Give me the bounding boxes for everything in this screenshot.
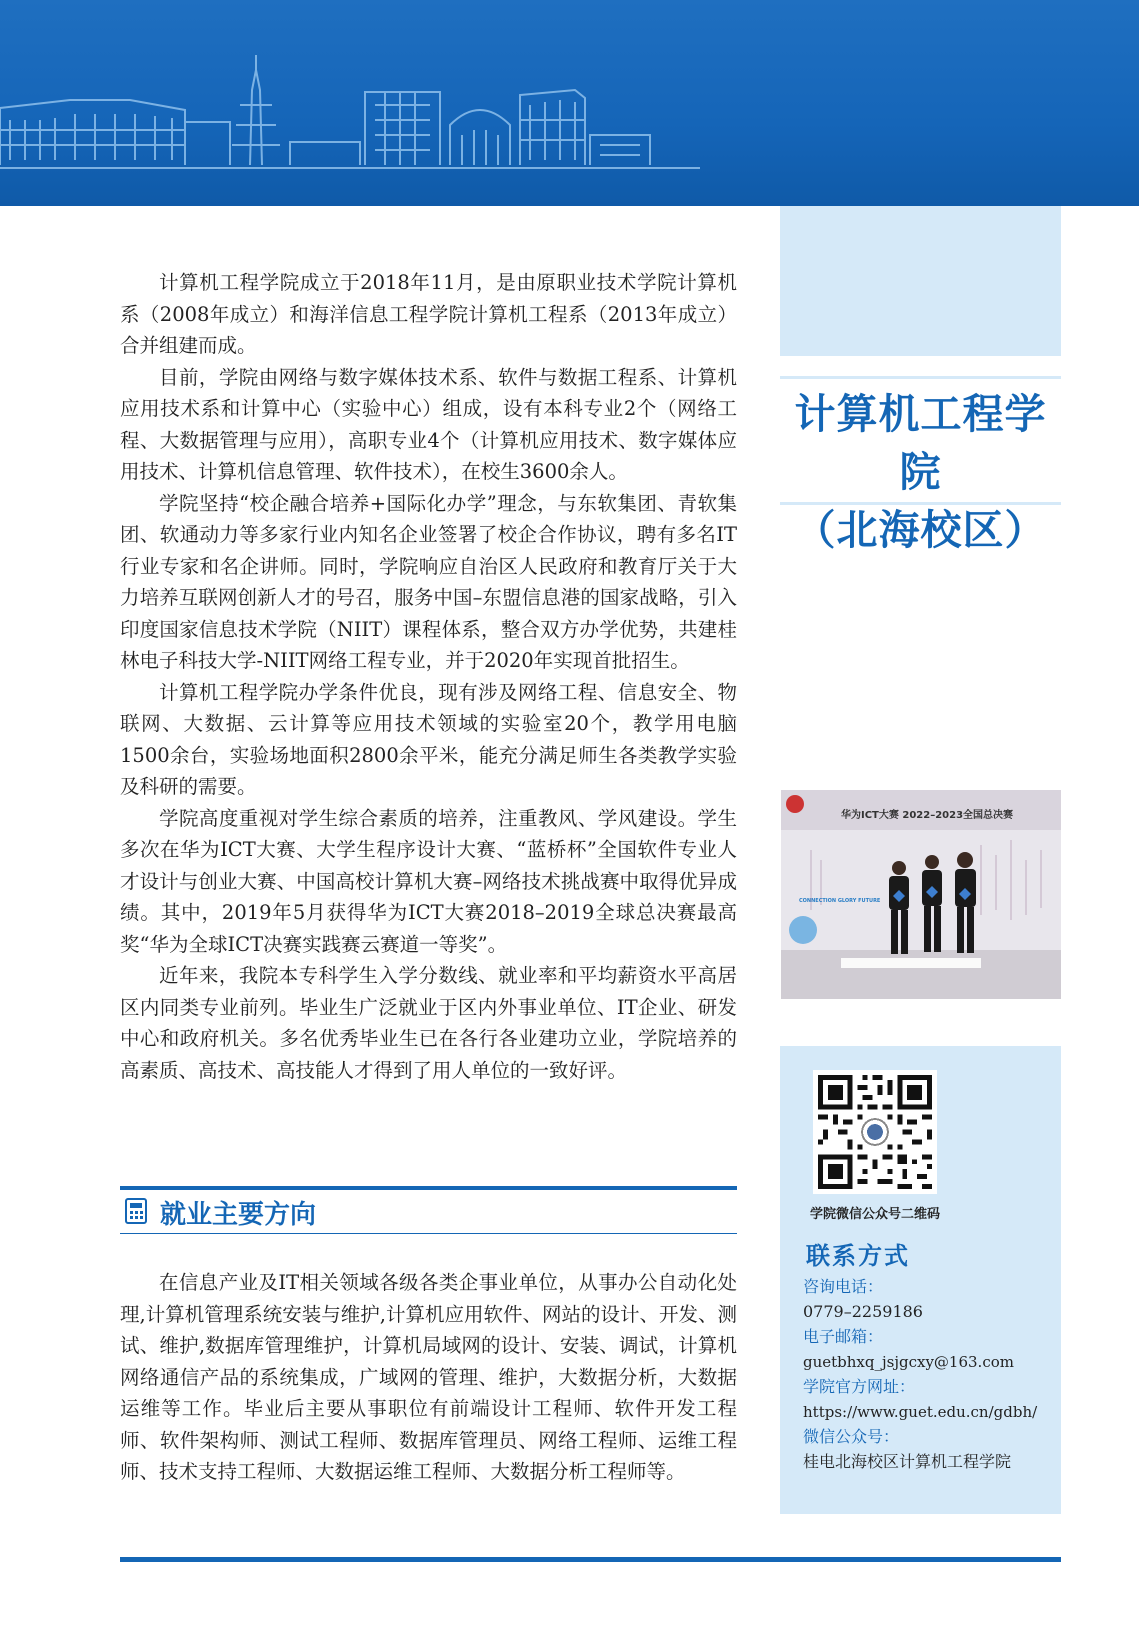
- website-link[interactable]: https://www.guet.edu.cn/gdbh/: [803, 1403, 1038, 1421]
- employment-heading: 就业主要方向: [160, 1200, 317, 1230]
- email-value[interactable]: guetbhxq_jsjgcxy@163.com: [803, 1353, 1014, 1371]
- phone-value: 0779–2259186: [803, 1302, 923, 1321]
- heading-rule-top: [120, 1186, 737, 1190]
- qr-caption: 学院微信公众号二维码: [809, 1207, 940, 1222]
- employment-section-heading: [120, 1186, 737, 1234]
- college-title: [780, 385, 1061, 559]
- employment-paragraph: 在信息产业及IT相关领域各级各类企事业单位，从事办公自动化处理,计算机管理系统安装与维护,计算机应用软件、网站的设计、开发、测试、维护,数据库管理维护，计算机局域网的设计、安装、调试，计算机网络通信产品的系统集成，广域网的管理、维护，大数据分析，大数据运维等工作。毕业后主要从事职位有前端设计工程师、软件开发工程师、软件架构师、测试工程师、数据库管理员、网络工程师、运维工程师、技术支持工程师、大数据运维工程师、大数据分析工程师等。: [120, 1271, 737, 1483]
- college-title-line2: （北海校区）: [794, 506, 1047, 554]
- wechat-qr-code: [813, 1070, 937, 1194]
- footer-rule: [120, 1557, 1061, 1562]
- title-divider-bottom: [780, 502, 1061, 505]
- photo-banner-text: 华为ICT大赛 2022–2023全国总决赛: [841, 810, 1014, 821]
- intro-paragraph: 学院坚持“校企融合培养+国际化办学”理念，与东软集团、青软集团、软通动力等多家行业内知名企业签署了校企合作协议，聘有多名IT行业专家和名企讲师。同时，学院响应自治区人民政府和教育厅关于大力培养互联网创新人才的号召，服务中国–东盟信息港的国家战略，引入印度国家信息技术学院（NIIT）课程体系，整合双方办学优势，共建桂林电子科技大学-NIIT网络工程专业，并于2020年实现首批招生。: [120, 491, 737, 672]
- college-title-line1: 计算机工程学院: [794, 390, 1047, 496]
- photo-side-text: CONNECTION GLORY FUTURE: [799, 898, 881, 904]
- employment-text: [120, 1267, 737, 1488]
- intro-paragraph: 计算机工程学院办学条件优良，现有涉及网络工程、信息安全、物联网、大数据、云计算等应用技术领域的实验室20个，教学用电脑1500余台，实验场地面积2800余平米，能充分满足师生各类教学实验及科研的需要。: [120, 680, 737, 798]
- award-ceremony-photo: [781, 790, 1061, 999]
- contact-list: [803, 1275, 1063, 1475]
- intro-text: [120, 267, 737, 1086]
- heading-rule-bottom: [120, 1233, 737, 1234]
- sidebar-top-panel: [780, 206, 1061, 356]
- title-divider-top: [780, 376, 1061, 379]
- intro-paragraph: 计算机工程学院成立于2018年11月，是由原职业技术学院计算机系（2008年成立）和海洋信息工程学院计算机工程系（2013年成立）合并组建而成。: [120, 271, 737, 357]
- intro-paragraph: 学院高度重视对学生综合素质的培养，注重教风、学风建设。学生多次在华为ICT大赛、大学生程序设计大赛、“蓝桥杯”全国软件专业人才设计与创业大赛、中国高校计算机大赛–网络技术挑战赛中取得优异成绩。其中，2019年5月获得华为ICT大赛2018–2019全球总决赛最高奖“华为全球ICT决赛实践赛云赛道一等奖”。: [120, 806, 737, 956]
- website-label: 学院官方网址：: [803, 1377, 916, 1396]
- wechat-label: 微信公众号：: [803, 1427, 900, 1446]
- intro-paragraph: 目前，学院由网络与数字媒体技术系、软件与数据工程系、计算机应用技术系和计算中心（实验中心）组成，设有本科专业2个（网络工程、大数据管理与应用），高职专业4个（计算机应用技术、数字媒体应用技术、计算机信息管理、软件技术），在校生3600余人。: [120, 365, 737, 483]
- header-banner: [0, 0, 1139, 206]
- calculator-icon: [124, 1198, 148, 1224]
- intro-paragraph: 近年来，我院本专科学生入学分数线、就业率和平均薪资水平高居区内同类专业前列。毕业生广泛就业于区内外事业单位、IT企业、研发中心和政府机关。多名优秀毕业生已在各行各业建功立业，学院培养的高素质、高技术、高技能人才得到了用人单位的一致好评。: [120, 964, 737, 1082]
- email-label: 电子邮箱：: [803, 1327, 884, 1346]
- phone-label: 咨询电话：: [803, 1277, 884, 1296]
- campus-skyline-illustration: [0, 50, 1139, 180]
- wechat-account: 桂电北海校区计算机工程学院: [803, 1452, 1012, 1471]
- contact-title: 联系方式: [806, 1242, 910, 1270]
